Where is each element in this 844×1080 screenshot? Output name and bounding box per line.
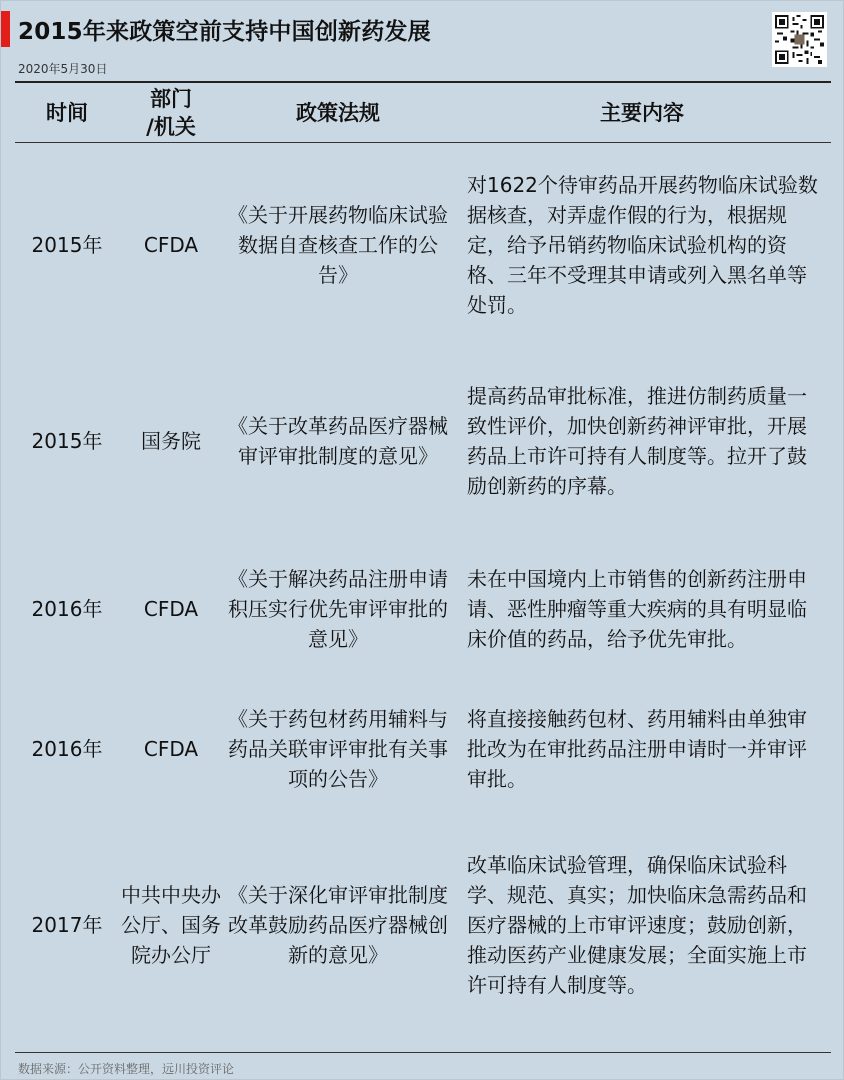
row-policy: 《关于改革药品医疗器械审评审批制度的意见》 [228, 414, 448, 468]
row-policy: 《关于药包材药用辅料与药品关联审评审批有关事项的公告》 [228, 707, 448, 791]
row-policy: 《关于解决药品注册申请积压实行优先审评审批的意见》 [228, 567, 448, 651]
row-year: 2015年 [31, 233, 103, 257]
row-year: 2017年 [31, 913, 103, 937]
row-content: 改革临床试验管理，确保临床试验科学、规范、真实；加快临床急需药品和医疗器械的上市审评速度；鼓励创新，推动医药产业健康发展；全面实施上市许可持有人制度等。 [467, 853, 807, 997]
column-header-policy: 政策法规 [296, 100, 380, 125]
row-dept: CFDA [143, 737, 199, 761]
table-row [15, 535, 831, 683]
row-content: 未在中国境内上市销售的创新药注册申请、恶性肿瘤等重大疾病的具有明显临床价值的药品，给予优先审批。 [467, 567, 807, 651]
data-source: 数据来源：公开资料整理，远川投资评论 [18, 1062, 235, 1076]
table-row [15, 683, 831, 815]
table-row [15, 815, 831, 1035]
policy-table [15, 81, 831, 1035]
column-header-time: 时间 [46, 100, 88, 125]
column-header-dept-line2: /机关 [146, 114, 196, 139]
title-bar [1, 11, 761, 47]
row-year: 2016年 [31, 597, 103, 621]
row-dept: CFDA [143, 233, 199, 257]
row-dept: 国务院 [141, 429, 201, 453]
table-bottom-rule [15, 1052, 831, 1053]
row-content: 对1622个待审药品开展药物临床试验数据核查，对弄虚作假的行为，根据规定，给予吊销药物临床试验机构的资格、三年不受理其申请或列入黑名单等处罚。 [467, 173, 818, 317]
row-policy: 《关于深化审评审批制度改革鼓励药品医疗器械创新的意见》 [228, 883, 448, 967]
column-header-content: 主要内容 [600, 100, 684, 125]
qr-code-icon [772, 12, 827, 67]
row-policy: 《关于开展药物临床试验数据自查核查工作的公告》 [228, 203, 448, 287]
column-header-dept [119, 85, 223, 141]
row-year: 2015年 [31, 429, 103, 453]
table-row [15, 347, 831, 535]
table-row [15, 143, 831, 347]
table-header [15, 83, 831, 143]
column-header-dept-line1: 部门 [150, 86, 192, 111]
row-content: 提高药品审批标准，推进仿制药质量一致性评价，加快创新药神评审批，开展药品上市许可持有人制度等。拉开了鼓励创新药的序幕。 [467, 384, 807, 498]
row-content: 将直接接触药包材、药用辅料由单独审批改为在审批药品注册申请时一并审评审批。 [467, 707, 807, 791]
row-dept: CFDA [143, 597, 199, 621]
row-dept: 中共中央办公厅、国务院办公厅 [121, 883, 221, 967]
accent-bar [1, 11, 10, 47]
page-title: 2015年来政策空前支持中国创新药发展 [18, 18, 431, 45]
publish-date: 2020年5月30日 [18, 62, 108, 76]
row-year: 2016年 [31, 737, 103, 761]
